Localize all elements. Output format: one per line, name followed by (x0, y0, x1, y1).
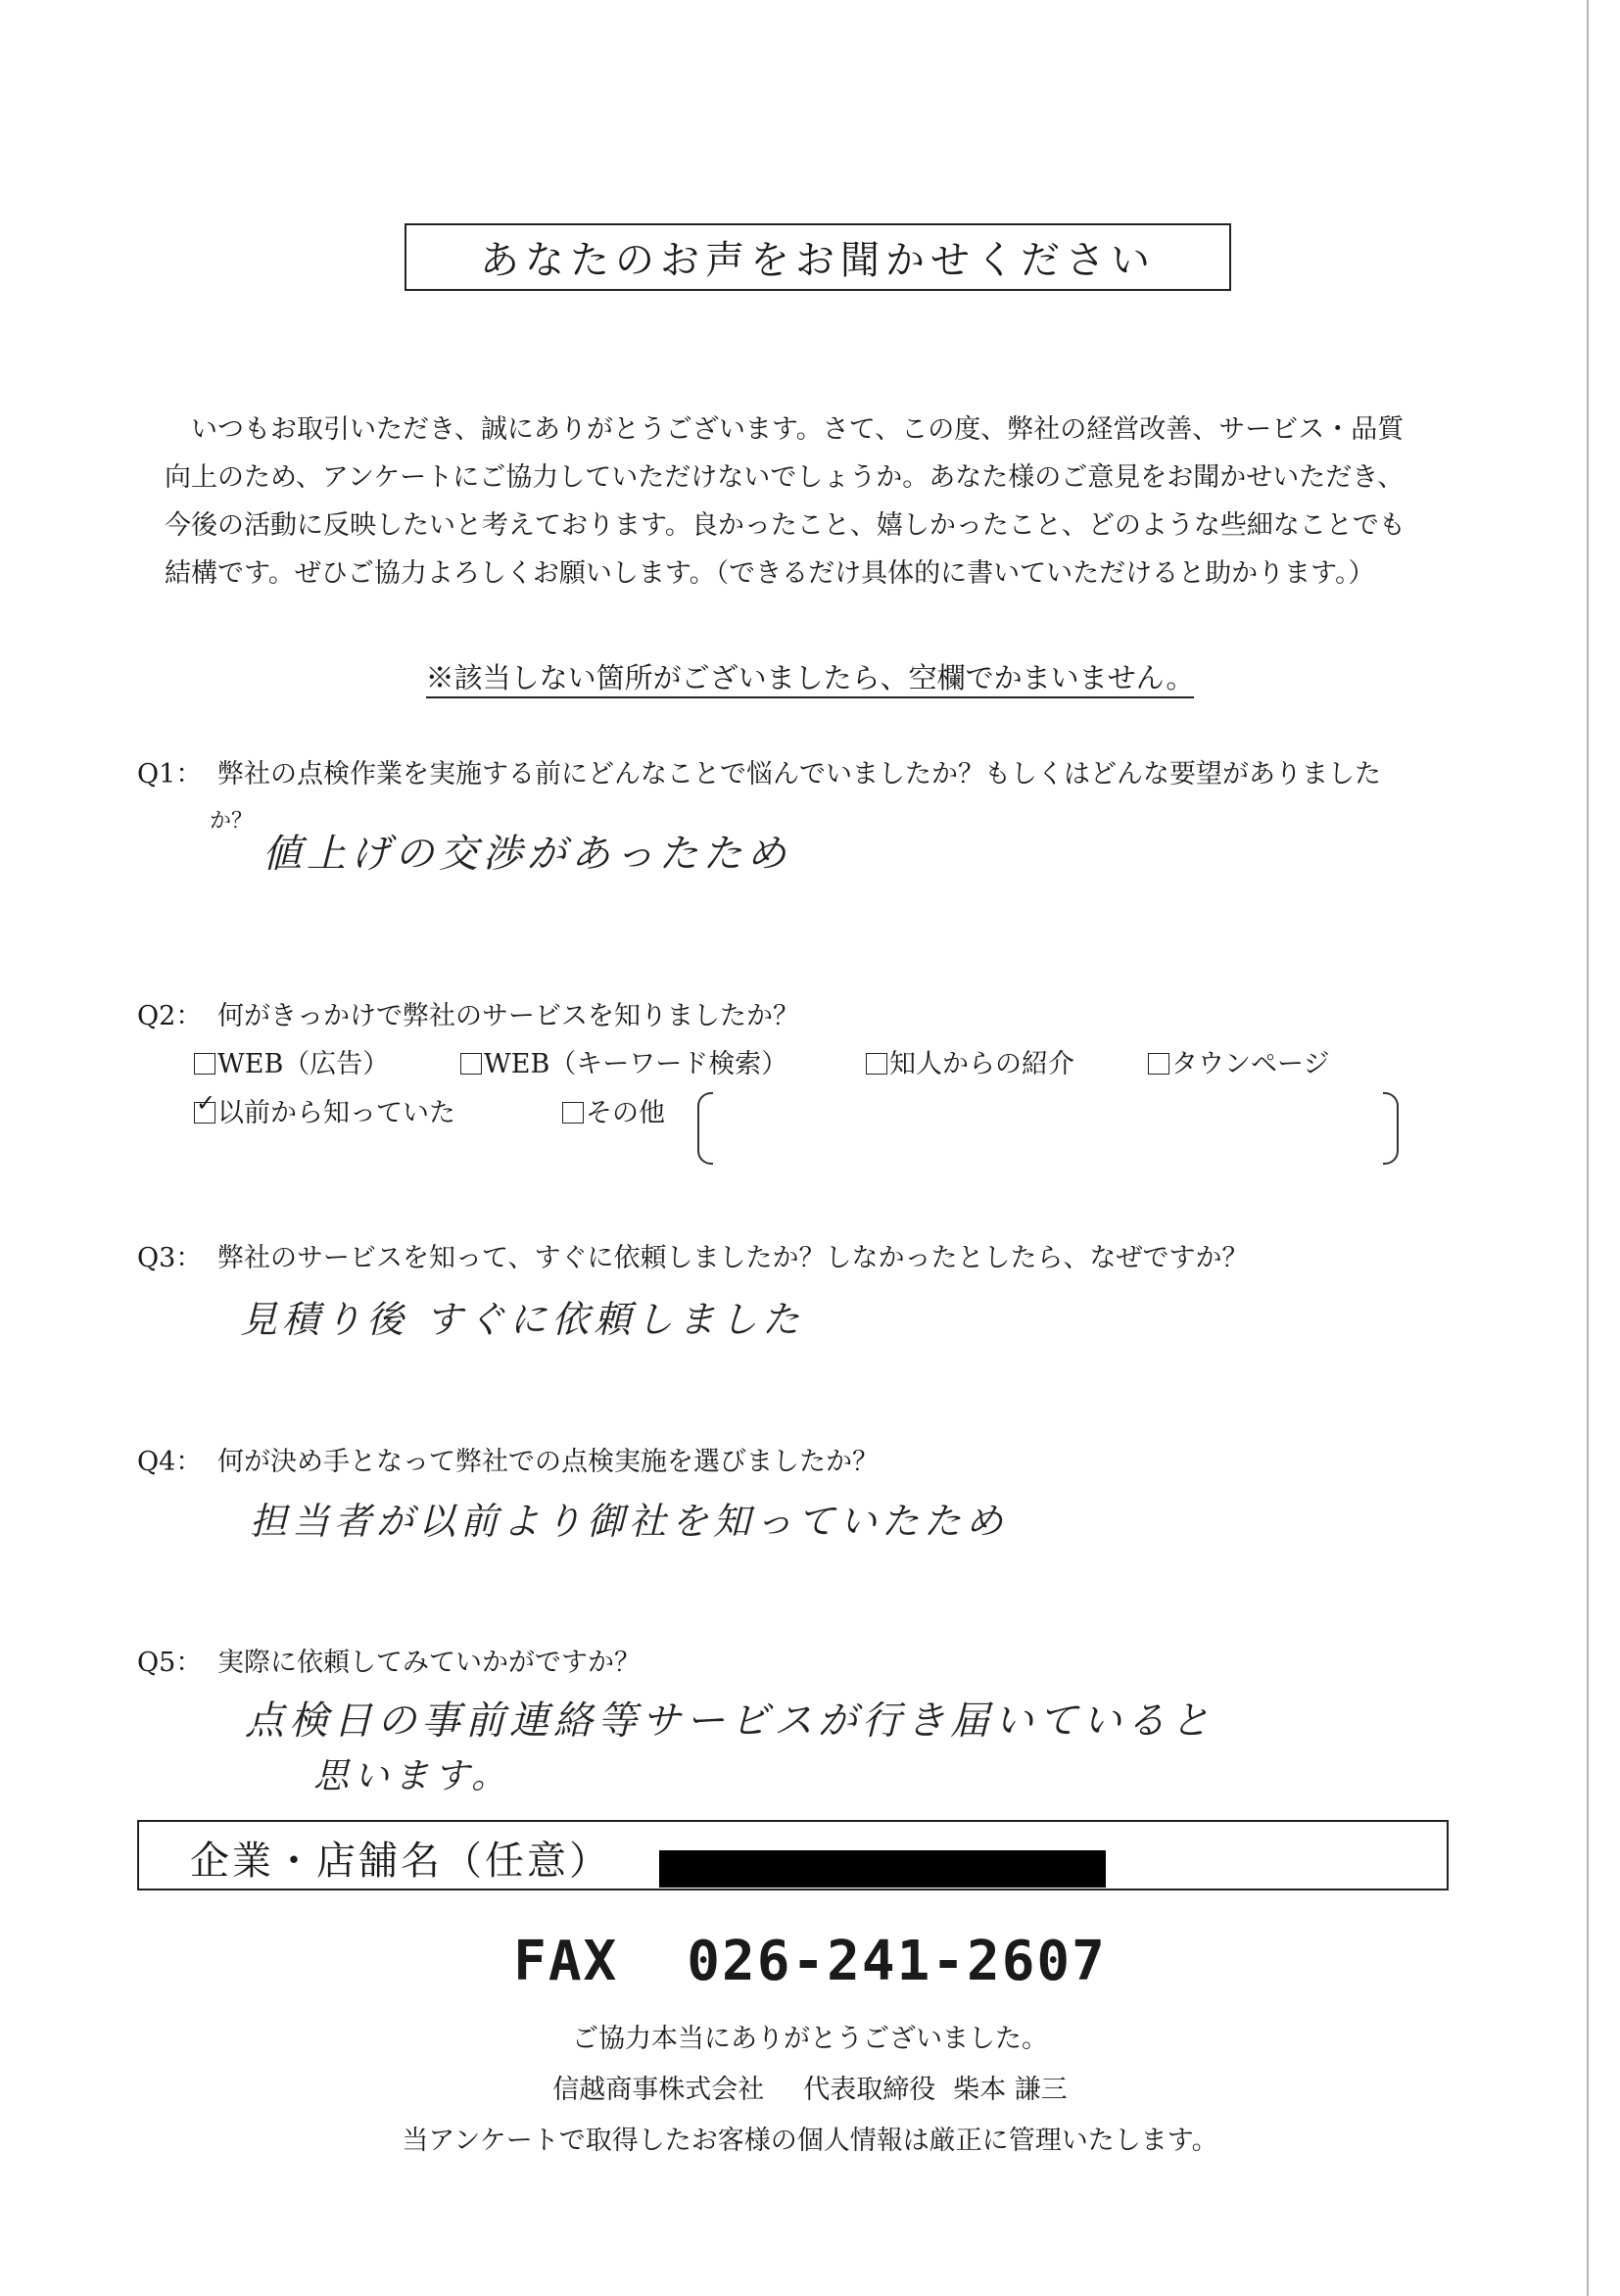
q5-answer-line-2[interactable]: 思います。 (313, 1756, 512, 1796)
intro-line: 今後の活動に反映したいと考えております。良かったこと、嬉しかったこと、どのような些細なことでも (165, 510, 1406, 541)
fax-line (0, 1930, 1620, 1993)
option-referral[interactable] (866, 1042, 1074, 1080)
option-townpage[interactable] (1148, 1042, 1329, 1080)
option-label: WEB（キーワード検索） (484, 1049, 788, 1079)
q3-number: Q3： (137, 1243, 203, 1273)
question-2 (137, 994, 799, 1032)
q3-answer[interactable]: 見積り後 すぐに依頼しました (240, 1298, 805, 1341)
other-field-left-bracket (697, 1092, 713, 1165)
footer-person: 柴本 謙三 (953, 2075, 1068, 2105)
fax-number: 026-241-2607 (687, 1930, 1107, 1993)
question-1 (137, 752, 1381, 790)
question-5 (137, 1641, 641, 1679)
checkbox-other[interactable] (562, 1102, 584, 1124)
footer-thanks: ご協力本当にありがとうございました。 (572, 2024, 1048, 2054)
q3-text: 弊社のサービスを知って、すぐに依頼しましたか？しなかったとしたら、なぜですか？ (217, 1243, 1249, 1273)
option-label: タウンページ (1171, 1049, 1330, 1079)
redacted-company-name (659, 1850, 1106, 1888)
question-3 (137, 1236, 1248, 1274)
fax-label: FAX (513, 1930, 619, 1993)
option-label: その他 (586, 1098, 665, 1128)
q1-number: Q1： (137, 759, 203, 789)
checkbox-townpage[interactable] (1148, 1053, 1169, 1075)
checkbox-web-keyword[interactable] (460, 1053, 482, 1075)
option-label: 知人からの紹介 (889, 1049, 1074, 1079)
company-name-field[interactable] (137, 1820, 1449, 1890)
footer-role: 代表取締役 (803, 2075, 936, 2105)
q2-text: 何がきっかけで弊社のサービスを知りましたか？ (217, 1001, 799, 1031)
option-known-before[interactable] (194, 1091, 455, 1129)
q5-text: 実際に依頼してみていかがですか？ (217, 1648, 641, 1678)
intro-line: 結構です。ぜひご協力よろしくお願いします。（できるだけ具体的に書いていただけると助かります。） (165, 558, 1375, 589)
q5-number: Q5： (137, 1648, 203, 1678)
checkbox-referral[interactable] (866, 1053, 887, 1075)
intro-line: いつもお取引いただき、誠にありがとうございます。さて、この度、弊社の経営改善、サービス・品質 (191, 414, 1405, 445)
other-field-right-bracket (1383, 1092, 1399, 1165)
option-other[interactable] (562, 1091, 665, 1129)
footer-company: 信越商事株式会社 (552, 2075, 765, 2105)
company-name-label: 企業・店舗名（任意） (190, 1839, 611, 1884)
q1-text-continued: か？ (210, 809, 254, 834)
footer-privacy: 当アンケートで取得したお客様の個人情報は厳正に管理いたします。 (402, 2126, 1218, 2156)
intro-text (165, 406, 1457, 598)
blank-ok-note (0, 656, 1620, 696)
q2-number: Q2： (137, 1001, 203, 1031)
footer-signature (0, 2068, 1620, 2106)
option-web-keyword[interactable] (460, 1042, 787, 1080)
q1-answer[interactable]: 値上げの交渉があったため (262, 832, 791, 877)
intro-line: 向上のため、アンケートにご協力していただけないでしょうか。あなた様のご意見をお聞かせいただき、 (165, 462, 1405, 493)
q1-text: 弊社の点検作業を実施する前にどんなことで悩んでいましたか？もしくはどんな要望がありました (217, 759, 1381, 789)
checkbox-known-before[interactable] (194, 1102, 215, 1124)
page-title: あなたのお声をお聞かせください (405, 223, 1231, 291)
option-web-ad[interactable] (194, 1042, 389, 1080)
option-label: 以前から知っていた (217, 1098, 455, 1128)
question-4 (137, 1440, 879, 1478)
q4-number: Q4： (137, 1447, 203, 1477)
note-text: ※該当しない箇所がございましたら、空欄でかまいません。 (426, 661, 1195, 698)
checkbox-web-ad[interactable] (194, 1053, 215, 1075)
q5-answer-line-1[interactable]: 点検日の事前連絡等サービスが行き届いていると (245, 1698, 1215, 1744)
q4-answer[interactable]: 担当者が以前より御社を知っていたため (250, 1500, 1009, 1543)
option-label: WEB（広告） (217, 1049, 390, 1079)
q4-text: 何が決め手となって弊社での点検実施を選びましたか？ (217, 1447, 879, 1477)
